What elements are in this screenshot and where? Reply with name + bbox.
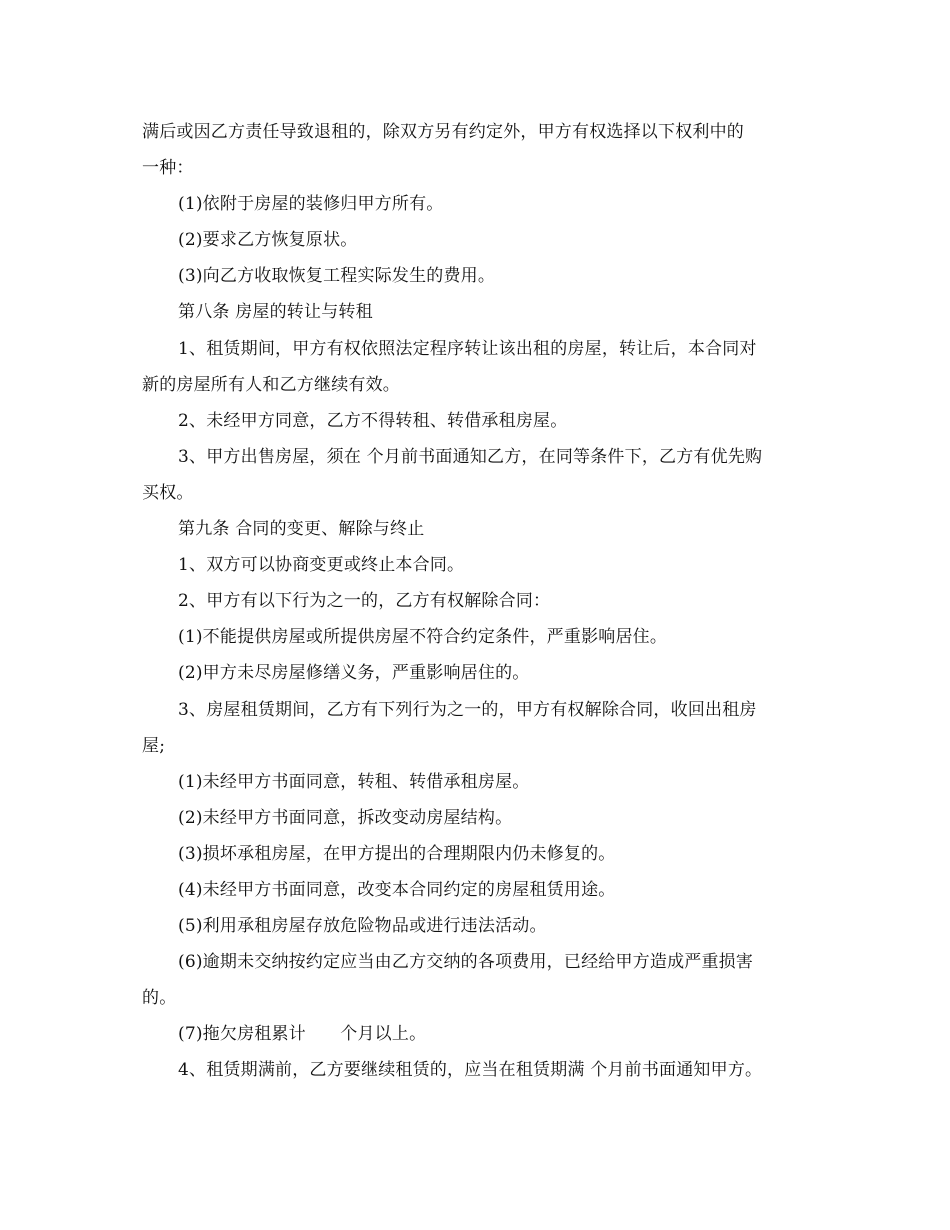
text-line: (1)不能提供房屋或所提供房屋不符合约定条件，严重影响居住。 xyxy=(178,627,668,648)
text-line: (2)要求乙方恢复原状。 xyxy=(178,230,358,251)
text-line: 买权。 xyxy=(142,482,194,503)
text-line: (7)拖欠房租累计 个月以上。 xyxy=(178,1024,427,1045)
text-line: (3)向乙方收取恢复工程实际发生的费用。 xyxy=(178,266,496,287)
text-line: (1)依附于房屋的装修归甲方所有。 xyxy=(178,194,444,215)
document-body xyxy=(142,114,812,1089)
text-line: 3、房屋租赁期间，乙方有下列行为之一的，甲方有权解除合同，收回出租房 xyxy=(178,699,757,720)
text-line: 的。 xyxy=(142,988,177,1009)
text-line: 第九条 合同的变更、解除与终止 xyxy=(178,519,425,540)
text-line: 2、未经甲方同意，乙方不得转租、转借承租房屋。 xyxy=(178,410,568,431)
text-line: 屋; xyxy=(142,735,166,756)
text-line: (5)利用承租房屋存放危险物品或进行违法活动。 xyxy=(178,916,547,937)
text-line: (6)逾期未交纳按约定应当由乙方交纳的各项费用，已经给甲方造成严重损害 xyxy=(178,952,754,973)
text-line: (2)甲方未尽房屋修缮义务，严重影响居住的。 xyxy=(178,663,530,684)
text-line: 1、双方可以协商变更或终止本合同。 xyxy=(178,555,465,576)
text-line: 一种： xyxy=(142,158,194,179)
text-line: 满后或因乙方责任导致退租的，除双方另有约定外，甲方有权选择以下权利中的 xyxy=(142,122,744,142)
text-line: (3)损坏承租房屋，在甲方提出的合理期限内仍未修复的。 xyxy=(178,843,616,864)
text-line: 新的房屋所有人和乙方继续有效。 xyxy=(142,374,400,395)
text-line: 1、租赁期间，甲方有权依照法定程序转让该出租的房屋，转让后，本合同对 xyxy=(178,338,757,359)
text-line: 2、甲方有以下行为之一的，乙方有权解除合同： xyxy=(178,591,551,612)
text-line: (2)未经甲方书面同意，拆改变动房屋结构。 xyxy=(178,807,513,828)
text-line: 4、租赁期满前，乙方要继续租赁的，应当在租赁期满 个月前书面通知甲方。 xyxy=(178,1060,763,1081)
text-line: (4)未经甲方书面同意，改变本合同约定的房屋租赁用途。 xyxy=(178,879,616,900)
text-line: 第八条 房屋的转让与转租 xyxy=(178,302,373,323)
text-line: (1)未经甲方书面同意，转租、转借承租房屋。 xyxy=(178,771,530,792)
text-line: 3、甲方出售房屋，须在 个月前书面通知乙方，在同等条件下，乙方有优先购 xyxy=(178,446,763,467)
